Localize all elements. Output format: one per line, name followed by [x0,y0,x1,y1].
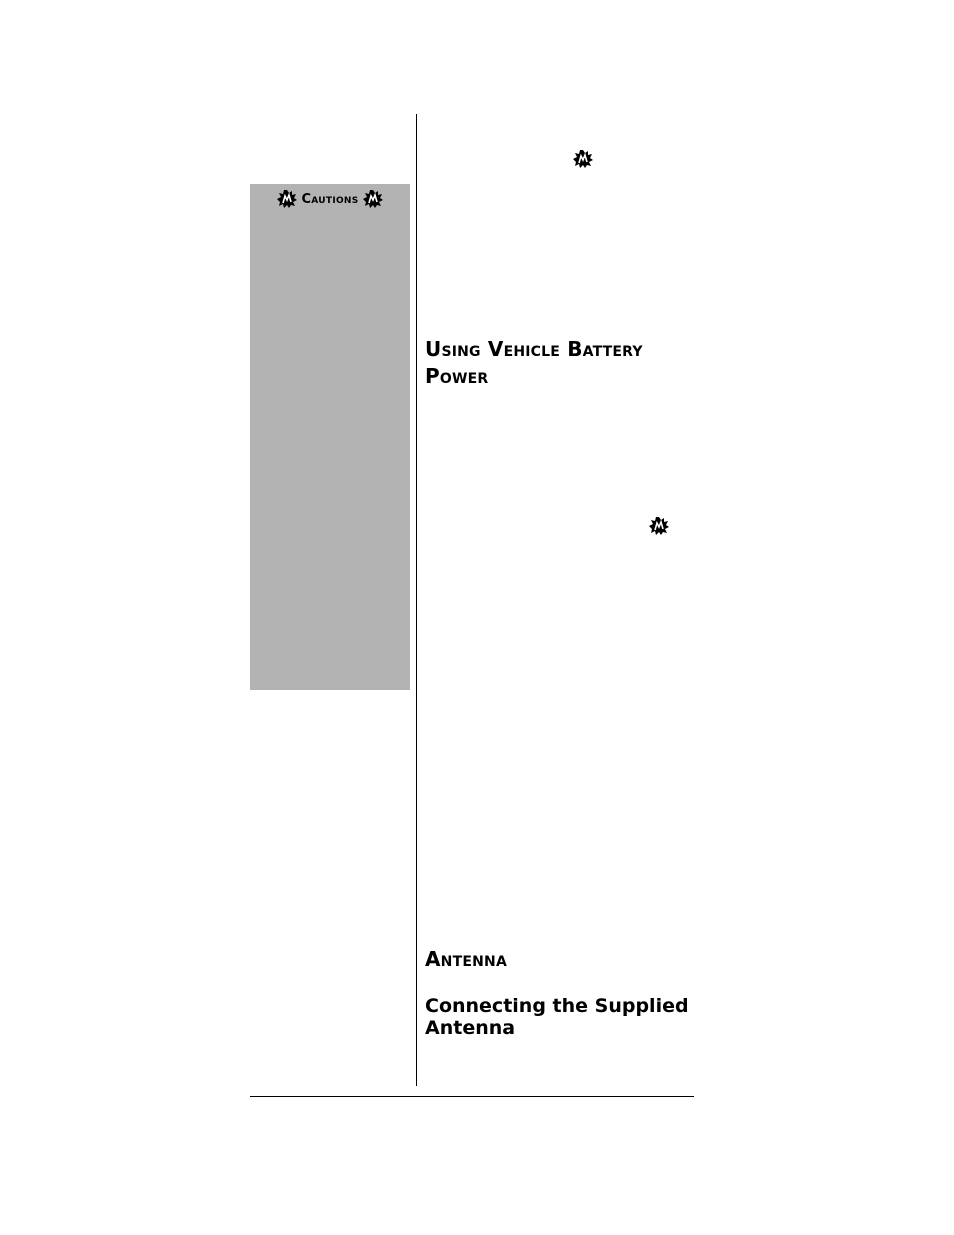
cautions-header [250,190,410,208]
hazard-icon [363,190,383,208]
column-divider [416,114,417,1086]
subsection-title-connecting-antenna: Connecting the Supplied Antenna [425,995,689,1039]
footer-rule [250,1096,694,1097]
hazard-icon [277,190,297,208]
cautions-label: Cautions [301,191,359,207]
section-title-antenna: Antenna [425,947,507,971]
cautions-sidebar [250,184,410,690]
hazard-icon [573,150,593,168]
hazard-icon [649,517,669,535]
section-title-vehicle-battery: Using Vehicle Battery Power [425,337,643,388]
